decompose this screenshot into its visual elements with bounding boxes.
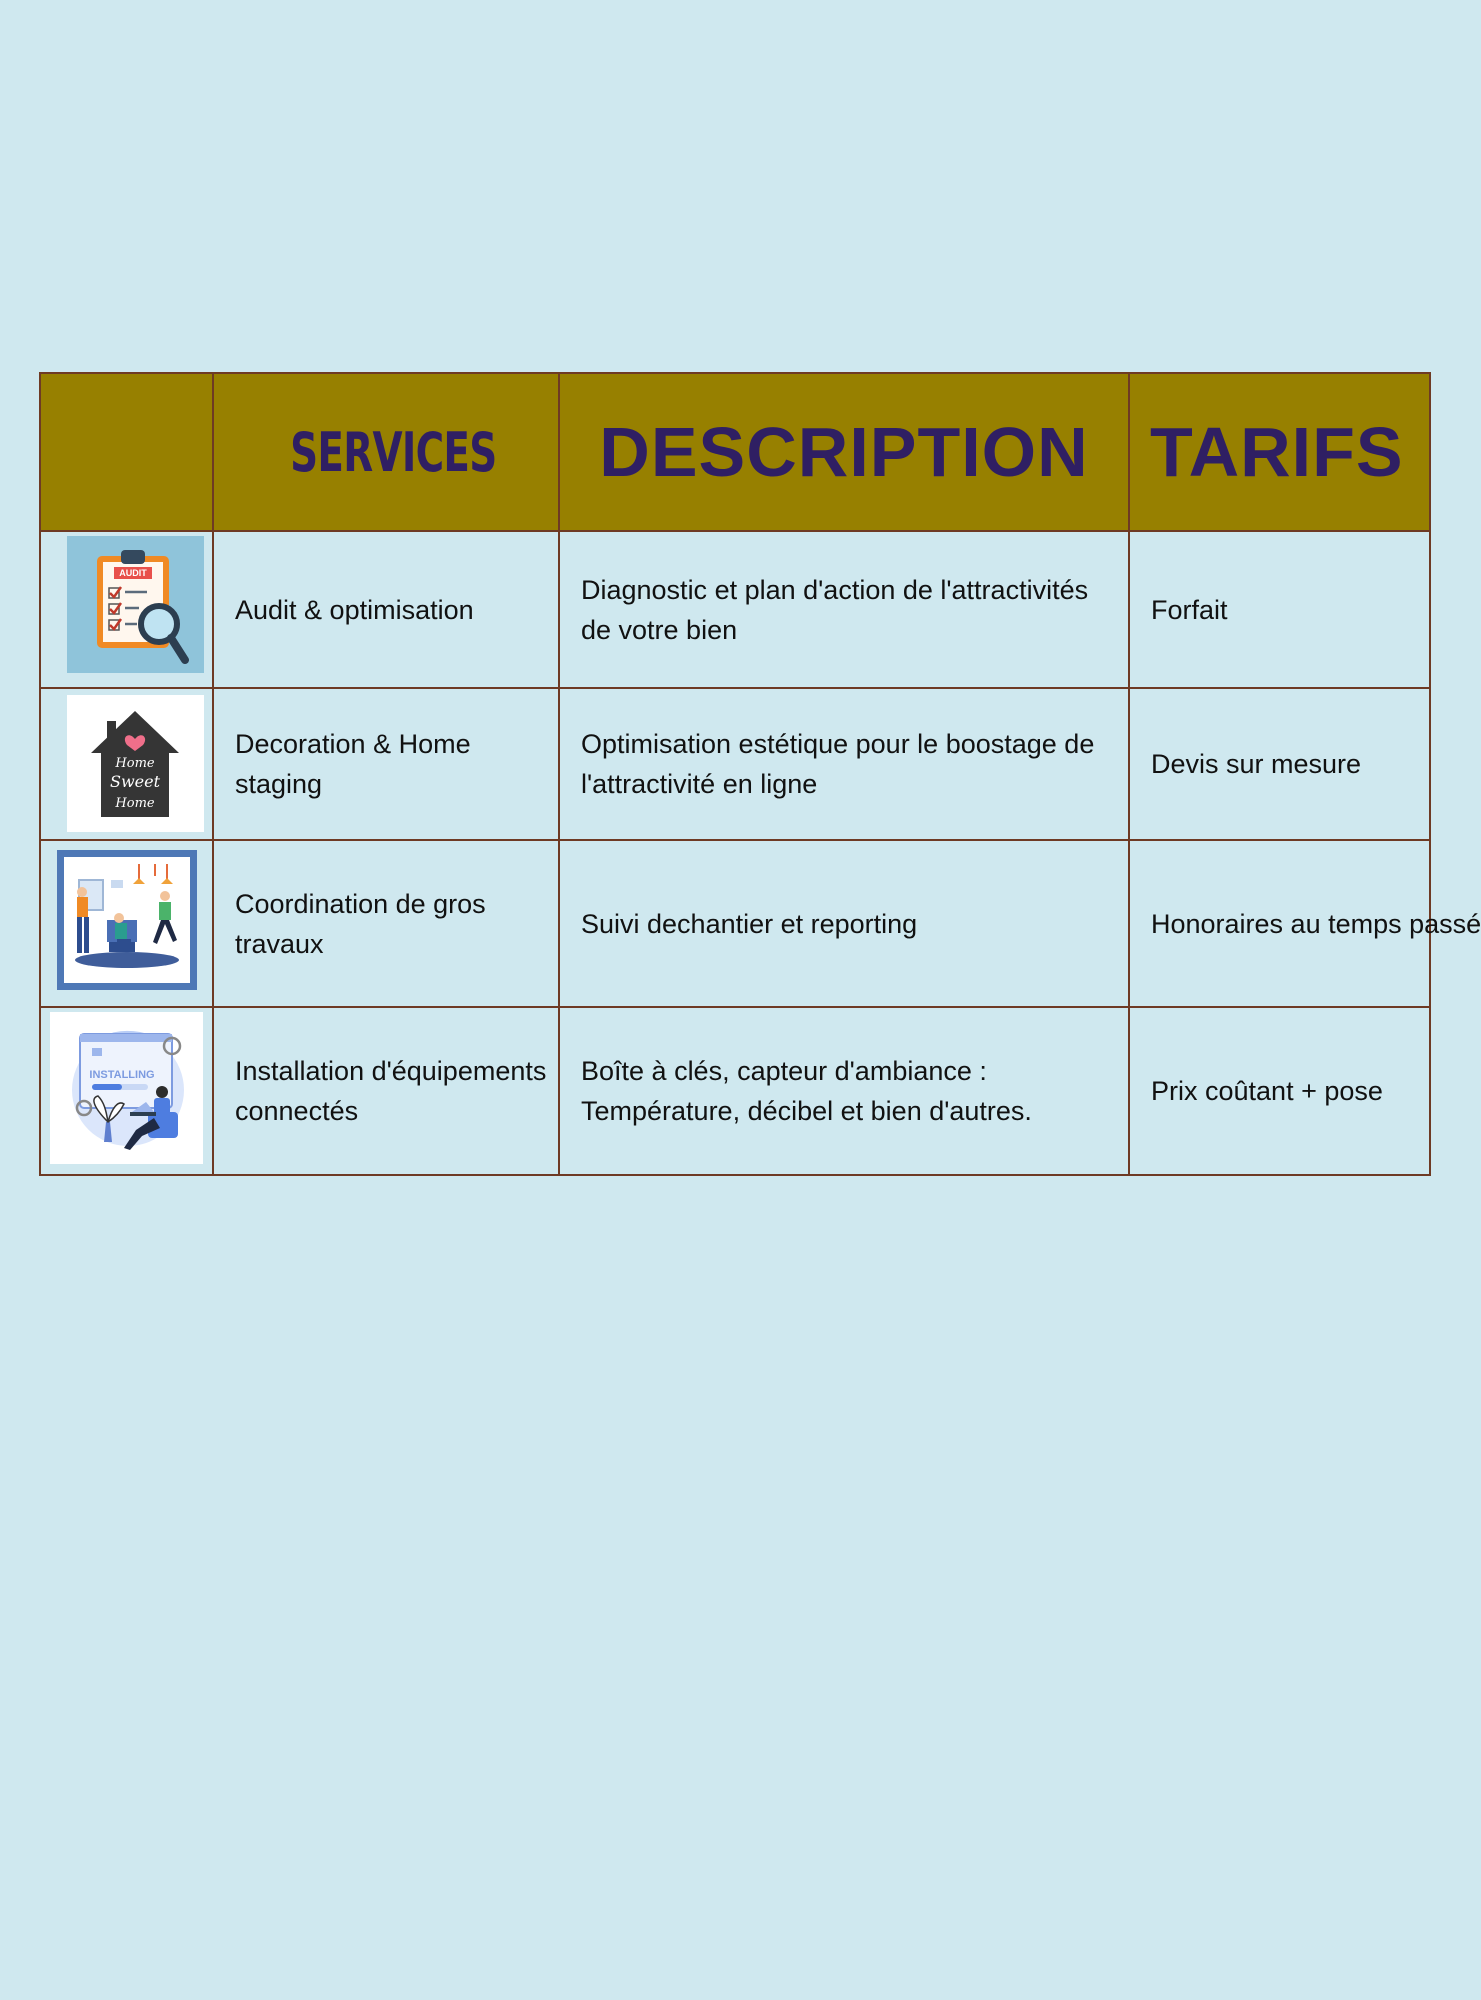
service-tarif: Devis sur mesure <box>1129 688 1430 840</box>
row-icon-cell <box>40 531 213 688</box>
svg-text:Home: Home <box>115 796 155 811</box>
service-tarif: Honoraires au temps passé <box>1129 840 1430 1007</box>
svg-text:INSTALLING: INSTALLING <box>89 1069 155 1081</box>
service-name: Decoration & Home staging <box>213 688 559 840</box>
audit-clipboard-icon <box>67 536 204 673</box>
table-row <box>40 1007 1430 1175</box>
row-icon-cell <box>40 688 213 840</box>
table-row <box>40 688 1430 840</box>
row-icon-cell <box>40 1007 213 1175</box>
service-tarif: Forfait <box>1129 531 1430 688</box>
header-icon-column <box>40 373 213 531</box>
service-tarif: Prix coûtant + pose <box>1129 1007 1430 1175</box>
services-table <box>39 372 1481 1176</box>
svg-text:AUDIT: AUDIT <box>119 568 147 578</box>
home-sweet-home-icon <box>67 695 204 832</box>
table-row <box>40 840 1430 1007</box>
table-row <box>40 531 1430 688</box>
svg-text:Home: Home <box>115 756 155 771</box>
service-description: Suivi dechantier et reporting <box>559 840 1129 1007</box>
renovation-workers-icon <box>57 850 197 990</box>
header-tarifs: TARIFS <box>1129 373 1430 531</box>
service-name: Audit & optimisation <box>213 531 559 688</box>
header-services: SERVICES <box>213 373 559 531</box>
installing-device-icon <box>50 1012 203 1164</box>
service-description: Boîte à clés, capteur d'ambiance : Température, décibel et bien d'autres. <box>559 1007 1129 1175</box>
service-name: Coordination de gros travaux <box>213 840 559 1007</box>
table-header-row <box>40 373 1430 531</box>
service-description: Optimisation estétique pour le boostage de l'attractivité en ligne <box>559 688 1129 840</box>
service-description: Diagnostic et plan d'action de l'attractivités de votre bien <box>559 531 1129 688</box>
row-icon-cell <box>40 840 213 1007</box>
header-description: DESCRIPTION <box>559 373 1129 531</box>
service-name: Installation d'équipements connectés <box>213 1007 559 1175</box>
svg-text:Sweet: Sweet <box>109 772 161 791</box>
